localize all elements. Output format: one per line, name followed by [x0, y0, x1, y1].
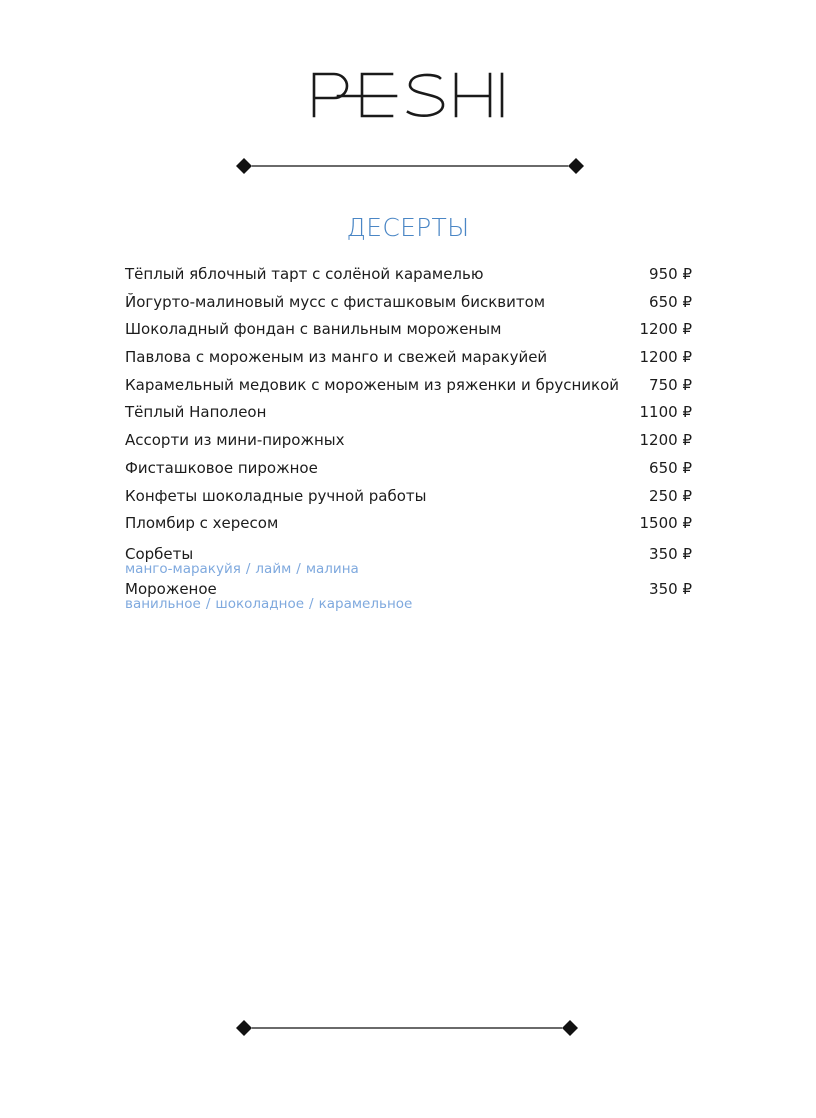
menu-item-name: Карамельный медовик с мороженым из ряженки и брусникой: [125, 375, 620, 394]
menu-item-name: Конфеты шоколадные ручной работы: [125, 486, 427, 505]
menu-item-price: 650 ₽: [649, 458, 692, 477]
menu-item-price: 650 ₽: [649, 292, 692, 311]
diamond-ornament-icon: [568, 158, 584, 174]
menu-item-price: 1100 ₽: [639, 403, 692, 422]
variant-option: манго-маракуйя: [125, 560, 241, 577]
variant-option: шоколадное: [215, 595, 305, 612]
bottom-divider: [235, 1019, 585, 1037]
menu-item-name: Тёплый яблочный тарт с солёной карамелью: [125, 265, 484, 283]
menu-item-price: 1500 ₽: [639, 514, 692, 533]
menu-item-name-block: [125, 545, 359, 575]
menu-item-name: Сорбеты: [125, 544, 194, 563]
menu-item: [125, 457, 692, 485]
variant-separator: /: [245, 560, 251, 577]
menu-item-price: 350 ₽: [649, 579, 692, 598]
menu-item-name: Шоколадный фондан с ванильным мороженым: [125, 320, 502, 339]
variant-option: карамельное: [318, 595, 413, 612]
menu-item: [125, 401, 692, 429]
menu-item-name: Пломбир с хересом: [125, 514, 279, 533]
menu-item-price: 1200 ₽: [639, 320, 692, 339]
menu-item-name-block: [125, 580, 412, 610]
variant-option: ванильное: [125, 595, 201, 612]
menu-item-name: Мороженое: [125, 579, 217, 598]
menu-item-name: Ассорти из мини-пирожных: [125, 431, 345, 450]
diamond-ornament-icon: [236, 1020, 252, 1036]
diamond-ornament-icon: [236, 158, 252, 174]
variant-option: лайм: [255, 560, 292, 577]
menu-item-name: Йогурто-малиновый мусс с фисташковым бисквитом: [125, 292, 546, 311]
menu-item-variants: [125, 595, 413, 612]
menu-item-price: 250 ₽: [649, 486, 692, 505]
variant-separator: /: [296, 560, 301, 577]
menu-item-with-variants: [125, 580, 692, 610]
menu-item-variants: [125, 560, 359, 577]
menu-item-price: 750 ₽: [649, 375, 692, 394]
top-divider: [235, 157, 585, 175]
menu-item-price: 350 ₽: [649, 544, 692, 563]
menu-item-name: Тёплый Наполеон: [125, 403, 267, 422]
brand-logo: [0, 62, 816, 132]
menu-item-price: 1200 ₽: [639, 431, 692, 450]
menu-item: [125, 263, 692, 291]
menu-item: [125, 346, 692, 374]
dessert-menu-list: [125, 263, 692, 615]
section-title: ДЕСЕРТЫ: [346, 213, 470, 242]
menu-item: [125, 485, 692, 513]
menu-item-price: 1200 ₽: [639, 348, 692, 367]
variant-separator: /: [205, 595, 211, 612]
menu-item-name: Фисташковое пирожное: [125, 458, 318, 477]
variant-separator: /: [309, 595, 314, 612]
variant-option: малина: [305, 560, 359, 577]
menu-item: [125, 429, 692, 457]
menu-item-price: 950 ₽: [649, 265, 692, 283]
menu-item: [125, 318, 692, 346]
menu-item: [125, 512, 692, 540]
menu-item-with-variants: [125, 545, 692, 575]
menu-item: [125, 291, 692, 319]
diamond-ornament-icon: [562, 1020, 578, 1036]
menu-item: [125, 374, 692, 402]
menu-item-name: Павлова с мороженым из манго и свежей маракуйей: [125, 348, 548, 367]
